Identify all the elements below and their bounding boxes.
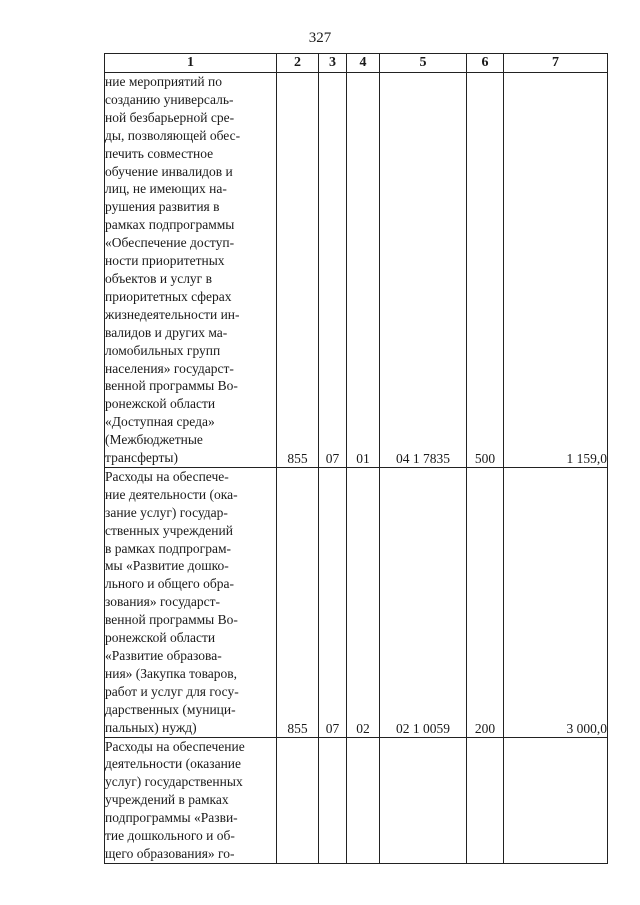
- description-line: лиц, не имеющих на-: [105, 181, 227, 197]
- description-line: зание услуг) государ-: [105, 504, 228, 520]
- description-line: «Доступная среда»: [105, 414, 215, 430]
- description-line: ды, позволяющей обес-: [105, 127, 241, 143]
- table-body: [105, 73, 608, 864]
- description-line: щего образования» го-: [105, 845, 235, 861]
- description-line: (Межбюджетные: [105, 432, 203, 448]
- description-line: «Обеспечение доступ-: [105, 235, 235, 251]
- description-line: мы «Развитие дошко-: [105, 558, 229, 574]
- table-header: [105, 54, 608, 73]
- row-description: [105, 467, 277, 737]
- target-article-cell: [380, 737, 467, 863]
- row-description: [105, 737, 277, 863]
- description-line: ственных учреждений: [105, 522, 233, 538]
- description-line: созданию универсаль-: [105, 91, 234, 107]
- description-line: объектов и услуг в: [105, 270, 212, 286]
- description-line: подпрограммы «Разви-: [105, 810, 238, 826]
- budget-table: [104, 53, 608, 864]
- row-description: [105, 73, 277, 468]
- column-header-5: 5: [380, 54, 467, 73]
- description-line: обучение инвалидов и: [105, 163, 233, 179]
- description-line: рамках подпрограммы: [105, 217, 235, 233]
- subsection-cell: [347, 737, 380, 863]
- description-line: валидов и других ма-: [105, 324, 228, 340]
- description-line: в рамках подпрограм-: [105, 540, 232, 556]
- subsection-cell: 01: [347, 73, 380, 468]
- description-line: льного и общего обра-: [105, 576, 234, 592]
- description-line: «Развитие образова-: [105, 648, 222, 663]
- description-line: ной безбарьерной сре-: [105, 109, 235, 125]
- table-row: [105, 73, 608, 468]
- amount-cell: [504, 737, 608, 863]
- expense-type-cell: 500: [467, 73, 504, 468]
- section-cell: 07: [319, 467, 347, 737]
- description-line: ронежской области: [105, 630, 216, 646]
- description-line: ние деятельности (ока-: [105, 486, 238, 502]
- amount-cell: 3 000,0: [504, 467, 608, 737]
- admin-code-cell: 855: [277, 73, 319, 468]
- description-line: Расходы на обеспече-: [105, 468, 229, 484]
- description-line: ронежской области: [105, 396, 216, 412]
- column-header-6: 6: [467, 54, 504, 73]
- description-line: ние мероприятий по: [105, 74, 222, 89]
- header-row: [105, 54, 608, 73]
- section-cell: 07: [319, 73, 347, 468]
- column-header-1: 1: [105, 54, 277, 73]
- description-line: работ и услуг для госу-: [105, 683, 239, 699]
- description-line: учреждений в рамках: [105, 792, 229, 808]
- table-row: [105, 467, 608, 737]
- description-line: тие дошкольного и об-: [105, 828, 235, 844]
- admin-code-cell: [277, 737, 319, 863]
- column-header-7: 7: [504, 54, 608, 73]
- amount-cell: 1 159,0: [504, 73, 608, 468]
- section-cell: [319, 737, 347, 863]
- subsection-cell: 02: [347, 467, 380, 737]
- description-line: приоритетных сферах: [105, 288, 232, 304]
- description-line: печить совместное: [105, 145, 214, 161]
- description-line: рушения развития в: [105, 199, 220, 215]
- description-line: дарственных (муници-: [105, 701, 236, 717]
- description-line: зования» государст-: [105, 594, 220, 610]
- expense-type-cell: [467, 737, 504, 863]
- description-line: пальных) нужд): [105, 719, 197, 735]
- description-line: Расходы на обеспечение: [105, 738, 245, 754]
- description-line: трансферты): [105, 450, 178, 466]
- description-line: венной программы Во-: [105, 378, 238, 394]
- description-line: услуг) государственных: [105, 774, 243, 790]
- description-line: населения» государст-: [105, 360, 234, 376]
- description-line: деятельности (оказание: [105, 756, 242, 772]
- target-article-cell: 04 1 7835: [380, 73, 467, 468]
- description-line: жизнедеятельности ин-: [105, 306, 240, 322]
- description-line: ности приоритетных: [105, 253, 225, 269]
- description-line: ломобильных групп: [105, 342, 221, 358]
- column-header-2: 2: [277, 54, 319, 73]
- description-line: венной программы Во-: [105, 612, 238, 628]
- admin-code-cell: 855: [277, 467, 319, 737]
- table-row: [105, 737, 608, 863]
- expense-type-cell: 200: [467, 467, 504, 737]
- column-header-4: 4: [347, 54, 380, 73]
- page-number: 327: [308, 30, 332, 46]
- column-header-3: 3: [319, 54, 347, 73]
- target-article-cell: 02 1 0059: [380, 467, 467, 737]
- description-line: ния» (Закупка товаров,: [105, 665, 238, 681]
